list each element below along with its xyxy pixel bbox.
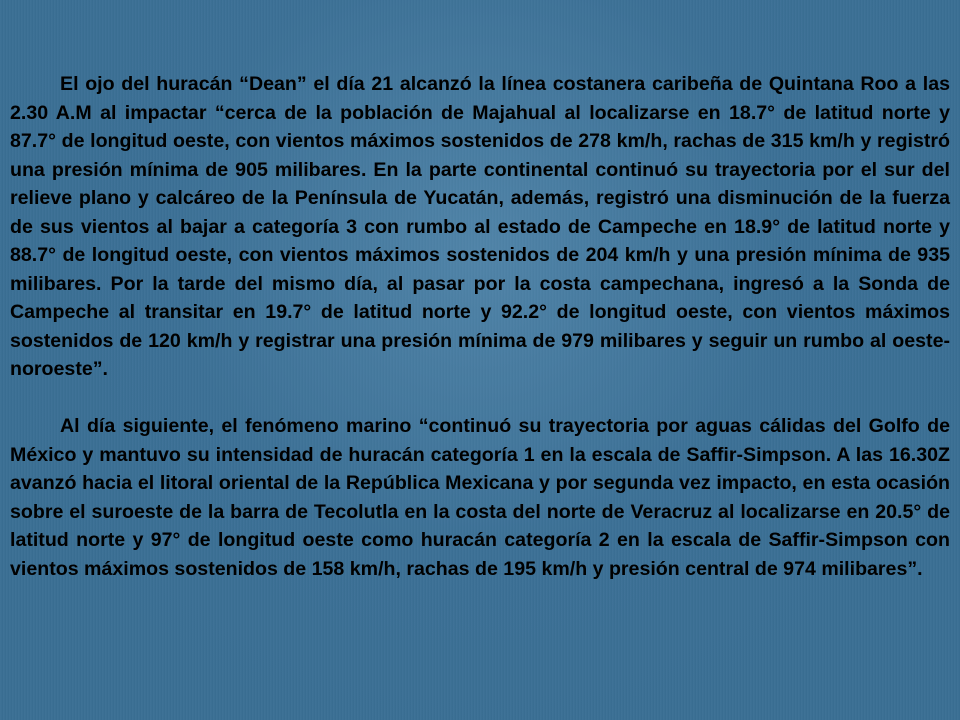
paragraph-hurricane-landfall-quintana-roo: El ojo del huracán “Dean” el día 21 alcanzó la línea costanera caribeña de Quintana Roo a las 2.30 A.M al impactar “cerca de la población de Majahual al localizarse en 18.7° de latitud norte y 87.7° de longitud oeste, con vientos máximos sostenidos de 278 km/h, rachas de 315 km/h y registró una presión mínima de 905 milibares. En la parte continental continuó su trayectoria por el sur del relieve plano y calcáreo de la Península de Yucatán, además, registró una disminución de la fuerza de sus vientos al bajar a categoría 3 con rumbo al estado de Campeche en 18.9° de latitud norte y 88.7° de longitud oeste, con vientos máximos sostenidos de 204 km/h y una presión mínima de 935 milibares. Por la tarde del mismo día, al pasar por la costa campechana, ingresó a la Sonda de Campeche al transitar en 19.7° de latitud norte y 92.2° de longitud oeste, con vientos máximos sostenidos de 120 km/h y registrar una presión mínima de 979 milibares y seguir un rumbo al oeste-noroeste”. [10,73,950,380]
paragraph-hurricane-landfall-veracruz: Al día siguiente, el fenómeno marino “continuó su trayectoria por aguas cálidas del Golfo de México y mantuvo su intensidad de huracán categoría 1 en la escala de Saffir-Simpson. A las 16.30Z avanzó hacia el litoral oriental de la República Mexicana y por segunda vez impacto, en esta ocasión sobre el suroeste de la barra de Tecolutla en la costa del norte de Veracruz al localizarse en 20.5° de latitud norte y 97° de longitud oeste como huracán categoría 2 en la escala de Saffir-Simpson con vientos máximos sostenidos de 158 km/h, rachas de 195 km/h y presión central de 974 milibares”. [10,415,950,580]
slide-text-body [10,70,950,583]
